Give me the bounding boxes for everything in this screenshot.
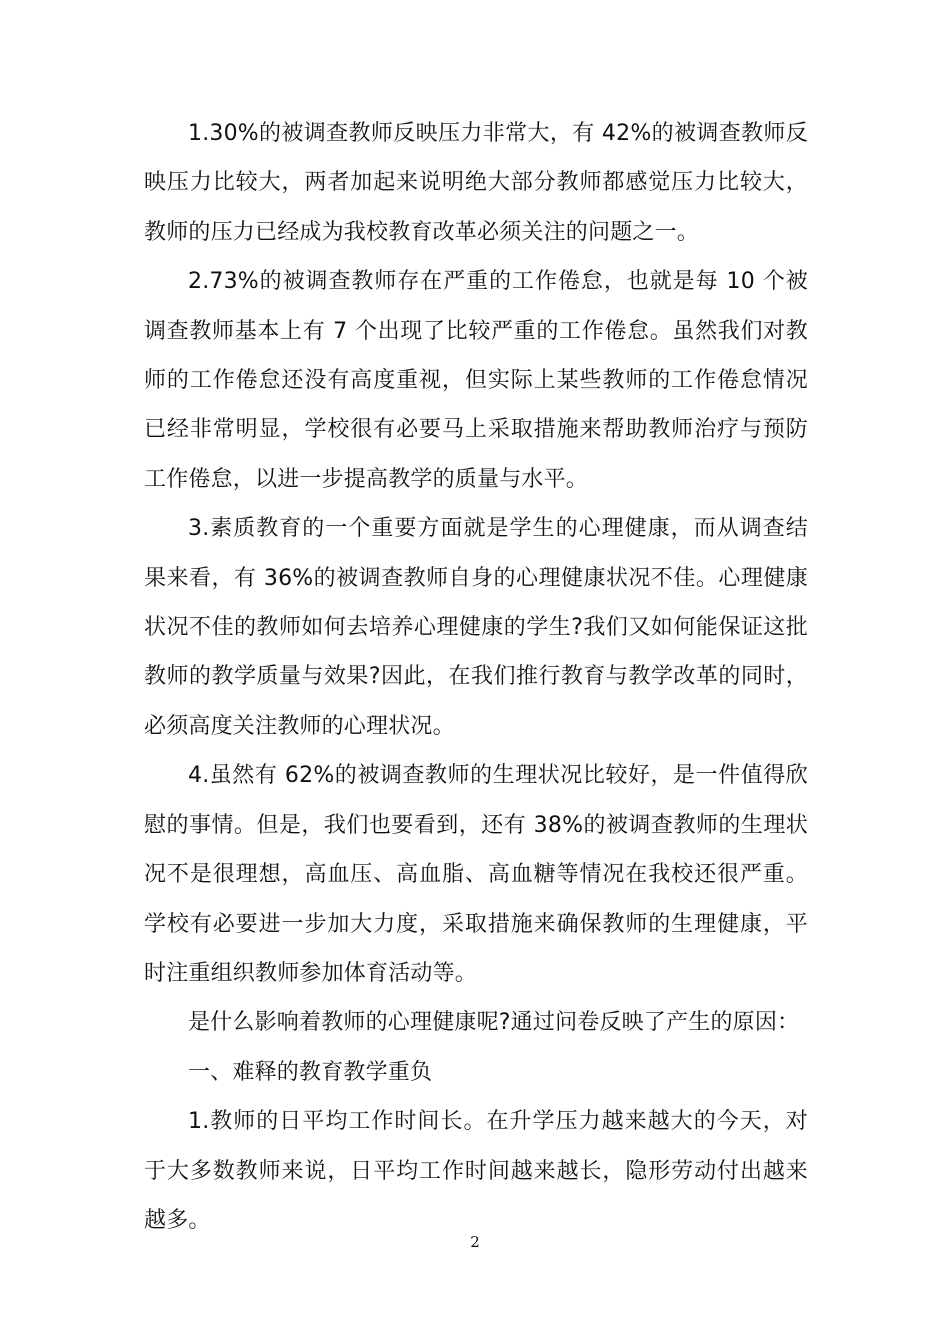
section-heading: 一、难释的教育教学重负 (188, 1059, 433, 1085)
paragraph-6: 1.教师的日平均工作时间长。在升学压力越来越大的今天，对于大多数教师来说，日平均工作时间越来越长，隐形劳动付出越来越多。 (144, 1109, 808, 1233)
paragraph-4: 4.虽然有 62%的被调查教师的生理状况比较好，是一件值得欣慰的事情。但是，我们也要看到，还有 38%的被调查教师的生理状况不是很理想，高血压、高血脂、高血糖等情况在我校还很严重。学校有必要进一步加大力度，采取措施来确保教师的生理健康，平时注重组织教师参加体育活动等。 (144, 763, 808, 986)
paragraph-3: 3.素质教育的一个重要方面就是学生的心理健康，而从调查结果来看，有 36%的被调查教师自身的心理健康状况不佳。心理健康状况不佳的教师如何去培养心理健康的学生?我们又如何能保证这批教师的教学质量与效果?因此，在我们推行教育与教学改革的同时，必须高度关注教师的心理状况。 (144, 516, 808, 739)
page-number: 2 (470, 1233, 480, 1251)
paragraph-1: 1.30%的被调查教师反映压力非常大，有 42%的被调查教师反映压力比较大，两者加起来说明绝大部分教师都感觉压力比较大，教师的压力已经成为我校教育改革必须关注的问题之一。 (144, 121, 808, 245)
paragraph-2: 2.73%的被调查教师存在严重的工作倦怠，也就是每 10 个被调查教师基本上有 7 个出现了比较严重的工作倦怠。虽然我们对教师的工作倦怠还没有高度重视，但实际上某些教师的工作倦怠情况已经非常明显，学校很有必要马上采取措施来帮助教师治疗与预防工作倦怠，以进一步提高教学的质量与水平。 (144, 269, 808, 492)
paragraph-5: 是什么影响着教师的心理健康呢?通过问卷反映了产生的原因： (188, 1010, 800, 1036)
body-text (144, 109, 808, 1245)
